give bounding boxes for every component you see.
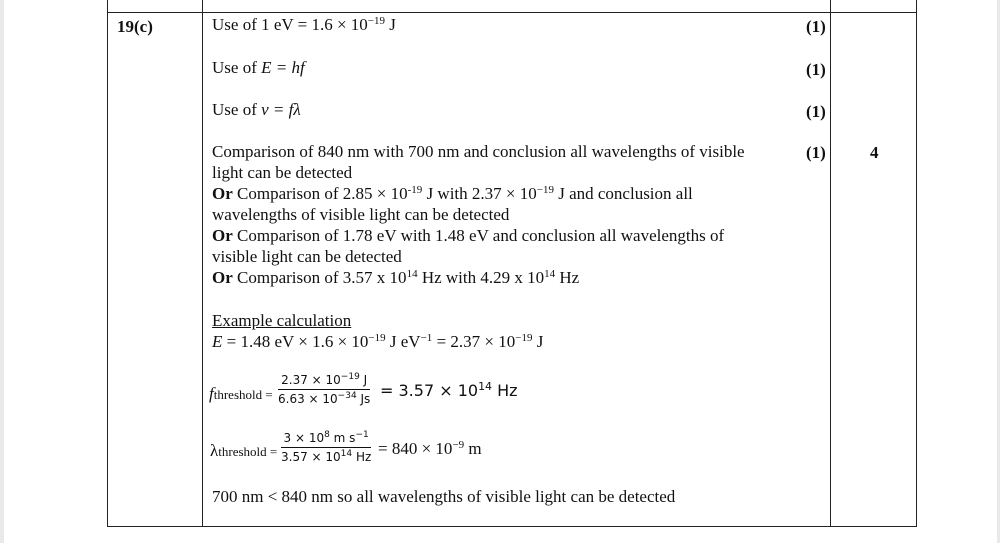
text: Hz <box>492 381 518 400</box>
text: 6.63 × 10 <box>278 392 338 406</box>
question-number: 19(c) <box>117 17 153 36</box>
superscript: 14 <box>544 268 556 280</box>
text: Use of <box>212 58 262 77</box>
comparison-line-5 <box>212 225 724 246</box>
column-divider-question <box>202 0 203 527</box>
comparison-line-6: visible light can be detected <box>212 247 402 266</box>
mark-3: (1) <box>806 102 826 121</box>
superscript: 14 <box>340 449 353 459</box>
or-label: Or <box>212 268 233 287</box>
text: = 3.57 × 10 <box>380 381 479 400</box>
comparison-line-1: Comparison of 840 nm with 700 nm and conclusion all wavelengths of visible <box>212 142 745 161</box>
denominator <box>281 448 371 466</box>
text: 2.37 × 10 <box>281 373 341 387</box>
example-energy-line <box>212 331 543 352</box>
answer-line-wave-equation <box>212 99 301 120</box>
text: Comparison of 2.85 × 10 <box>232 184 408 203</box>
superscript: −19 <box>368 332 386 344</box>
text: J <box>359 373 368 387</box>
superscript: −1 <box>420 332 433 344</box>
text: = 840 × 10 <box>378 439 453 458</box>
text: Hz <box>555 268 580 287</box>
superscript: −34 <box>337 391 357 401</box>
total-marks: 4 <box>870 143 879 162</box>
numerator <box>281 431 371 448</box>
equals: = <box>266 444 278 459</box>
left-page-margin <box>0 0 4 543</box>
text: Use of <box>212 100 262 119</box>
table-top-rule <box>107 12 917 13</box>
or-label: Or <box>212 226 233 245</box>
example-heading <box>212 310 351 331</box>
f-threshold-result <box>380 380 518 401</box>
text: Comparison of 1.78 eV with 1.48 eV and conclusion all wavelengths of <box>232 226 725 245</box>
text: J eV <box>385 332 421 351</box>
superscript: −19 <box>340 372 360 382</box>
column-divider-marks <box>830 0 831 527</box>
lambda-threshold-label <box>210 440 277 462</box>
superscript: −1 <box>355 430 369 440</box>
text: J with 2.37 × 10 <box>422 184 537 203</box>
text: J <box>385 15 396 34</box>
superscript: 8 <box>324 430 330 440</box>
text: m <box>464 439 482 458</box>
heading-text: Example calculation <box>212 311 352 330</box>
superscript: -19 <box>407 184 423 196</box>
superscript: −19 <box>367 15 386 27</box>
superscript: 14 <box>478 380 493 393</box>
text: Js <box>356 392 371 406</box>
symbol: f <box>209 384 214 403</box>
equation: E = hf <box>261 58 305 77</box>
superscript: −19 <box>536 184 554 196</box>
equation: v = fλ <box>261 100 301 119</box>
text: m s <box>329 431 356 445</box>
text: Use of 1 eV = 1.6 × 10 <box>212 15 368 34</box>
superscript: −19 <box>515 332 533 344</box>
answer-line-ev-conversion <box>212 14 396 35</box>
text: = 1.48 eV × 1.6 × 10 <box>222 332 369 351</box>
text: 3.57 × 10 <box>281 450 341 464</box>
superscript: 14 <box>406 268 418 280</box>
text: Hz with 4.29 x 10 <box>417 268 545 287</box>
symbol: λ <box>210 441 219 460</box>
superscript: −9 <box>452 439 465 451</box>
text: J <box>532 332 544 351</box>
text: Comparison of 3.57 x 10 <box>232 268 407 287</box>
comparison-line-2: light can be detected <box>212 163 353 182</box>
subscript: threshold <box>218 444 267 459</box>
numerator <box>278 373 370 390</box>
mark-4: (1) <box>806 143 826 162</box>
comparison-line-4: wavelengths of visible light can be detected <box>212 205 510 224</box>
equals: = <box>262 387 273 402</box>
final-conclusion: 700 nm < 840 nm so all wavelengths of visible light can be detected <box>212 487 676 506</box>
lambda-threshold-result <box>378 438 482 459</box>
subscript: threshold <box>213 387 263 402</box>
lambda-threshold-fraction <box>281 431 371 466</box>
comparison-line-7 <box>212 267 579 288</box>
answer-line-planck <box>212 57 305 78</box>
mark-2: (1) <box>806 60 826 79</box>
symbol: E <box>212 332 223 351</box>
f-threshold-fraction <box>278 373 370 408</box>
f-threshold-label <box>209 383 273 405</box>
comparison-line-3 <box>212 183 693 204</box>
text: 3 × 10 <box>283 431 325 445</box>
denominator <box>278 390 370 408</box>
text: = 2.37 × 10 <box>432 332 516 351</box>
text: Hz <box>352 450 372 464</box>
or-label: Or <box>212 184 233 203</box>
mark-1: (1) <box>806 17 826 36</box>
text: J and conclusion all <box>553 184 693 203</box>
